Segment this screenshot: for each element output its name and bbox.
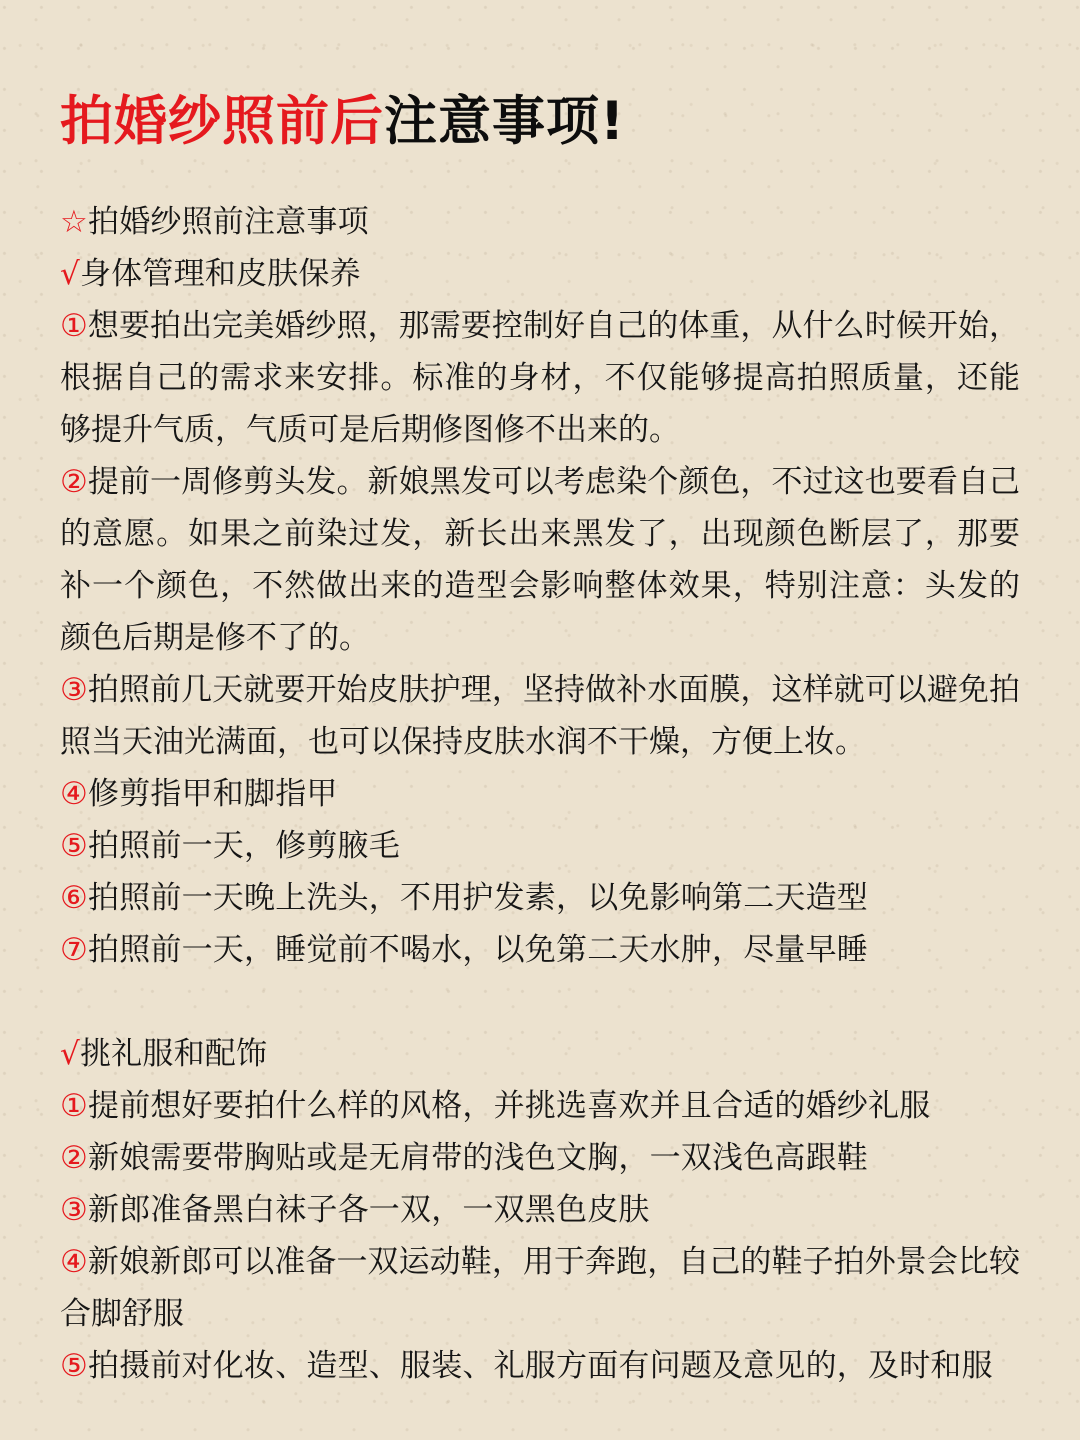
item-number: ④ [60, 776, 88, 812]
subheading-text: 挑礼服和配饰 [79, 1036, 268, 1072]
item-text: 提前想好要拍什么样的风格，并挑选喜欢并且合适的婚纱礼服 [88, 1088, 931, 1124]
item-text: 拍照前几天就要开始皮肤护理，坚持做补水面膜，这样就可以避免拍照当天油光满面，也可以保持皮肤水润不干燥，方便上妆。 [60, 672, 1021, 760]
item-number: ⑤ [60, 828, 88, 864]
item-text: 拍照前一天，睡觉前不喝水，以免第二天水肿，尽量早睡 [88, 932, 868, 968]
list-item [60, 1340, 1020, 1392]
content [60, 196, 1020, 1392]
item-number: ③ [60, 1192, 88, 1228]
item-text: 拍照前一天，修剪腋毛 [88, 828, 400, 864]
list-item [60, 768, 1020, 820]
item-number: ② [60, 1140, 88, 1176]
list-item [60, 1184, 1020, 1236]
section-spacer [60, 976, 1020, 1028]
subheading-body-care [60, 248, 1020, 300]
page-title-black: 注意事项! [384, 91, 626, 152]
star-icon: ☆ [60, 204, 88, 240]
item-number: ② [60, 464, 88, 500]
item-text: 拍摄前对化妆、造型、服装、礼服方面有问题及意见的，及时和服 [88, 1348, 993, 1384]
item-text: 修剪指甲和脚指甲 [88, 776, 338, 812]
item-text: 想要拍出完美婚纱照，那需要控制好自己的体重，从什么时候开始，根据自己的需求来安排。标准的身材，不仅能够提高拍照质量，还能够提升气质，气质可是后期修图修不出来的。 [60, 308, 1021, 448]
item-text: 拍照前一天晚上洗头，不用护发素，以免影响第二天造型 [88, 880, 868, 916]
list-item [60, 872, 1020, 924]
item-number: ⑥ [60, 880, 88, 916]
list-item [60, 456, 1020, 664]
item-number: ⑦ [60, 932, 88, 968]
section-header-text: 拍婚纱照前注意事项 [88, 204, 369, 240]
subheading-dress [60, 1028, 1020, 1080]
page-title [60, 84, 625, 160]
page [60, 0, 1020, 1440]
list-item [60, 820, 1020, 872]
item-number: ③ [60, 672, 88, 708]
check-icon: √ [60, 256, 80, 292]
item-number: ① [60, 308, 88, 344]
item-text: 新郎准备黑白袜子各一双，一双黑色皮肤 [88, 1192, 650, 1228]
item-number: ④ [60, 1244, 88, 1280]
list-item [60, 1132, 1020, 1184]
list-item [60, 664, 1020, 768]
item-text: 提前一周修剪头发。新娘黑发可以考虑染个颜色，不过这也要看自己的意愿。如果之前染过发，新长出来黑发了，出现颜色断层了，那要补一个颜色，不然做出来的造型会影响整体效果，特别注意：头发的颜色后期是修不了的。 [60, 464, 1021, 656]
page-title-red: 拍婚纱照前后 [60, 91, 384, 152]
item-number: ⑤ [60, 1348, 88, 1384]
list-item [60, 300, 1020, 456]
item-text: 新娘需要带胸贴或是无肩带的浅色文胸，一双浅色高跟鞋 [88, 1140, 868, 1176]
item-text: 新娘新郎可以准备一双运动鞋，用于奔跑，自己的鞋子拍外景会比较合脚舒服 [60, 1244, 1021, 1332]
subheading-text: 身体管理和皮肤保养 [79, 256, 361, 292]
list-item [60, 1080, 1020, 1132]
check-icon: √ [60, 1036, 80, 1072]
list-item [60, 924, 1020, 976]
section-header [60, 196, 1020, 248]
item-number: ① [60, 1088, 88, 1124]
list-item [60, 1236, 1020, 1340]
